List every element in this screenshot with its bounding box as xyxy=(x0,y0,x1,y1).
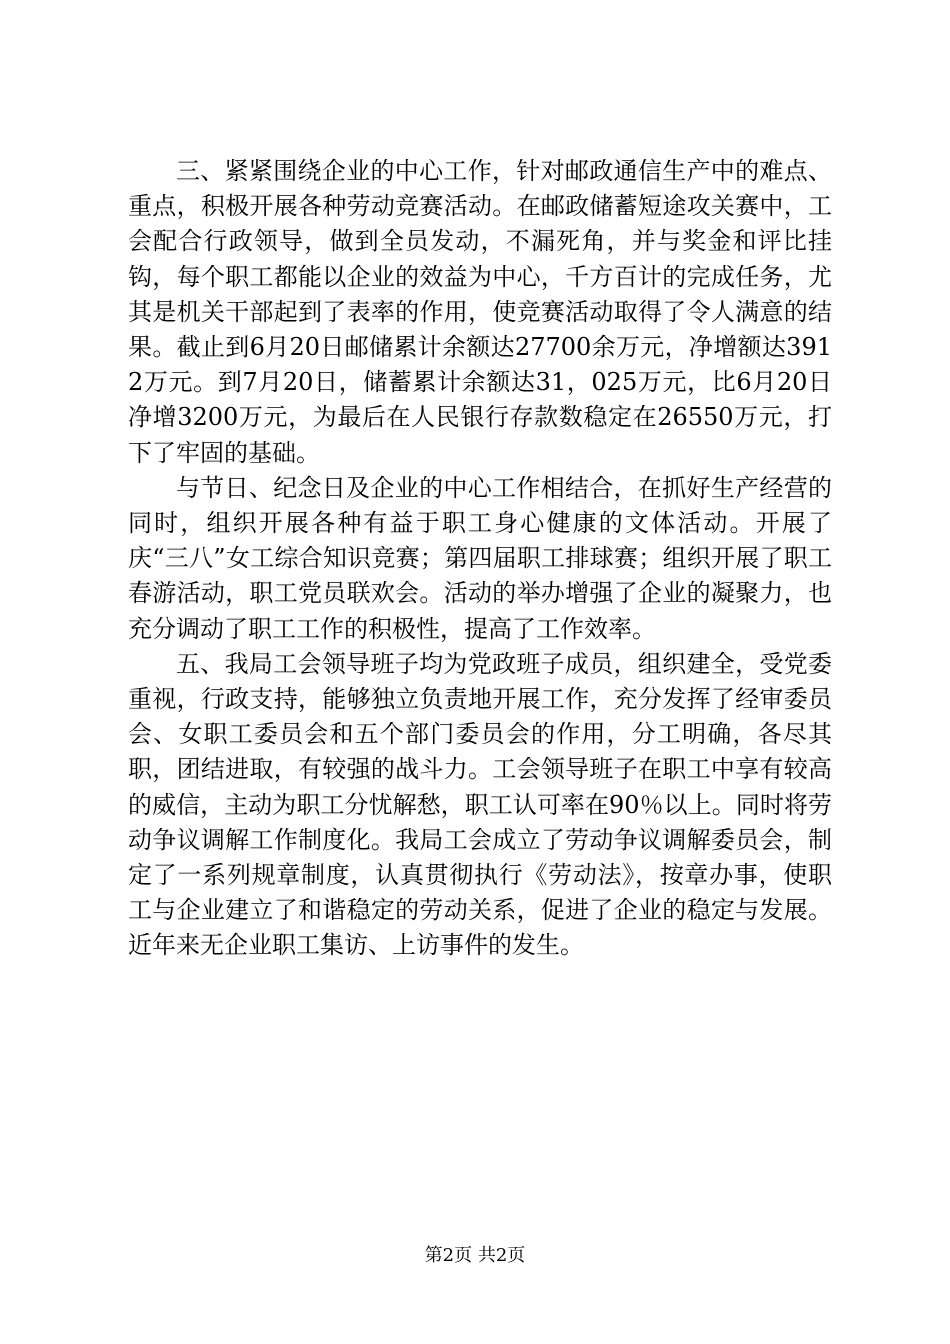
page-footer: 第2页 共2页 xyxy=(424,1245,526,1266)
document-body xyxy=(128,154,832,964)
paragraph-labor-competition: 三、紧紧围绕企业的中心工作，针对邮政通信生产中的难点、重点，积极开展各种劳动竞赛活动。在邮政储蓄短途攻关赛中，工会配合行政领导，做到全员发动，不漏死角，并与奖金和评比挂钩，每个职工都能以企业的效益为中心，千方百计的完成任务，尤其是机关干部起到了表率的作用，使竞赛活动取得了令人满意的结果。截止到6月20日邮储累计余额达27700余万元，净增额达3912万元。到7月20日，储蓄累计余额达31，025万元，比6月20日净增3200万元，为最后在人民银行存款数稳定在26550万元，打下了牢固的基础。 xyxy=(128,157,832,467)
paragraph-union-leadership: 五、我局工会领导班子均为党政班子成员，组织建全，受党委重视，行政支持，能够独立负责地开展工作，充分发挥了经审委员会、女职工委员会和五个部门委员会的作用，分工明确，各尽其职，团结进取，有较强的战斗力。工会领导班子在职工中享有较高的威信，主动为职工分忧解愁，职工认可率在90％以上。同时将劳动争议调解工作制度化。我局工会成立了劳动争议调解委员会，制定了一系列规章制度，认真贯彻执行《劳动法》，按章办事，使职工与企业建立了和谐稳定的劳动关系，促进了企业的稳定与发展。近年来无企业职工集访、上访事件的发生。 xyxy=(128,649,832,960)
paragraph-cultural-activities: 与节日、纪念日及企业的中心工作相结合，在抓好生产经营的同时，组织开展各种有益于职工身心健康的文体活动。开展了庆“三八”女工综合知识竞赛；第四届职工排球赛；组织开展了职工春游活动，职工党员联欢会。活动的举办增强了企业的凝聚力，也充分调动了职工工作的积极性，提高了工作效率。 xyxy=(128,473,832,643)
